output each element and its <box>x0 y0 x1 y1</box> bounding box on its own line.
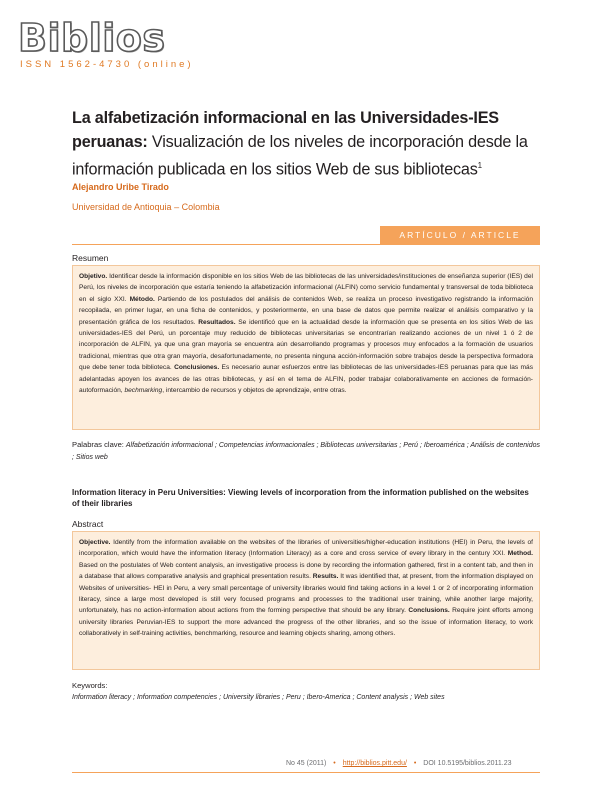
footer-separator: • <box>413 760 417 767</box>
journal-masthead <box>18 18 194 70</box>
resumen-tail-text: , intercambio de recursos y objetos de aprendizaje, entre otras. <box>162 387 347 395</box>
abstract-objective-label: Objective. <box>79 539 111 546</box>
resumen-resultados-text: Se identificó que en la actualidad desde la información que se presenta en los sitios Web de las universidades-IES del Perú, un porcentaje muy reducido de bibliotecas universitarias se encontrarían realizando acciones de un nivel 1 ó 2 de incorporación de ALFIN, ya que una gran mayoría se encuentra aún desarrollando programas y procesos muy enfocados a la formación de usuarios tradicional, mientras que otra gran mayoría, desafortunadamente, no presenta ninguna acción-información sobre trabajos desde la perspectiva formadora que debe tener toda biblioteca. <box>79 318 533 372</box>
abstract-method-text: Based on the postulates of Web content analysis, an investigative process is done by recording the information gathered, first in a content tab, and then in a database that allows comparative analysis and graphical presentation results. <box>79 561 533 581</box>
keywords-terms: Information literacy ; Information competencies ; University libraries ; Peru ; Ibero-America ; Content analysis ; Web sites <box>72 694 445 701</box>
resumen-metodo-label: Método. <box>129 295 155 303</box>
resumen-tail-italic: bechmarking <box>124 387 163 395</box>
resumen-objetivo-label: Objetivo. <box>79 273 108 280</box>
palabras-clave-terms: Alfabetización informacional ; Competencias informacionales ; Bibliotecas universitarias ; Perú ; Iberoamérica ; Análisis de contenidos ; Sitios web <box>72 442 540 461</box>
article-title <box>72 106 552 181</box>
palabras-clave <box>72 439 542 464</box>
palabras-clave-label: Palabras clave: <box>72 440 124 449</box>
author-name: Alejandro Uribe Tirado <box>72 182 169 192</box>
article-title-bold: La alfabetización informacional en las Universidades-IES peruanas: <box>72 109 499 151</box>
abstract-results-text: It was identified that, at present, from the information displayed on Websites of universities- HEI in Peru, a very small percentage of university libraries would find taking actions in a level 1 or 2 of incorporating information literacy, since a large most developed is still very focused programs and processes to the traditional user training, while another large majority, unfortunately, has no action-information about actions from the forming perspective that should be any library. <box>79 573 533 615</box>
abstract-method-label: Method. <box>507 550 533 558</box>
header-divider <box>72 244 540 245</box>
resumen-resultados-label: Resultados. <box>198 318 236 326</box>
abstract-results-label: Results. <box>312 573 339 581</box>
resumen-conclusiones-label: Conclusiones. <box>174 364 220 372</box>
keywords-block <box>72 680 542 704</box>
page-footer <box>286 760 512 767</box>
english-title: Information literacy in Peru Universities: Viewing levels of incorporation from the information published on the websites of their libraries <box>72 488 529 508</box>
title-footnote-mark: 1 <box>477 161 482 170</box>
article-type-tag: ARTÍCULO / ARTICLE <box>380 226 540 244</box>
abstract-conclusions-text: Require joint efforts among university libraries Peruvian-IES to support the more advanced the progress of the other libraries, and so the issue of information literacy, to work collaboratively in self-training activities, benchmarking, resource and learning objects sharing, among others. <box>79 607 533 638</box>
footer-separator: • <box>333 760 336 767</box>
resumen-conclusiones-text: Es necesario aunar esfuerzos entre las bibliotecas de las universidades-IES peruanas para que las más adelantadas apoyen los avances de las otras bibliotecas, y así en el tema de ALFIN, poder trabajar colaborativamente en acciones de formación-autoformación, <box>79 364 534 395</box>
abstract-heading: Abstract <box>72 519 104 529</box>
resumen-objetivo-text: Identificar desde la información disponible en los sitios Web de las bibliotecas de las universidades/instituciones de enseñanza superior (IES) del Perú, los niveles de incorporación que estaría teniendo la alfabetización informacional (ALFIN) como servicio fundamental y transversal de toda biblioteca en el siglo XXI. <box>79 273 533 303</box>
resumen-metodo-text: Partiendo de los postulados del análisis de contenidos Web, se realiza un proceso investigativo registrando la información recopilada, en primer lugar, en una ficha de contenidos, y posteriormente, en una base de datos que permite realizar el análisis comparativo y la presentación gráfica de los resultados. <box>79 295 533 326</box>
issn-label: ISSN 1562-4730 (online) <box>20 59 194 70</box>
abstract-conclusions-label: Conclusions. <box>408 607 450 615</box>
footer-issue: No 45 (2011) <box>286 760 327 767</box>
abstract-objective-text: Identify from the information available on the websites of the libraries of universities/higher-education institutions (HEI) in Peru, the levels of incorporation, which would have the information literacy (Information Literacy) as a core and cross service of every library in the century XXI. <box>79 539 533 558</box>
footer-doi: DOI 10.5195/biblios.2011.23 <box>423 760 512 767</box>
author-affiliation: Universidad de Antioquia – Colombia <box>72 202 220 212</box>
journal-logo: Biblios <box>18 16 166 60</box>
footer-divider <box>72 772 540 773</box>
article-title-rest: Visualización de los niveles de incorporación desde la información publicada en los sitios Web de sus bibliotecas <box>72 133 528 179</box>
keywords-label: Keywords: <box>72 681 108 690</box>
abstract-box <box>72 531 540 670</box>
resumen-heading: Resumen <box>72 253 109 263</box>
resumen-box <box>72 265 540 430</box>
footer-url-link[interactable]: http://biblios.pitt.edu/ <box>342 760 407 767</box>
